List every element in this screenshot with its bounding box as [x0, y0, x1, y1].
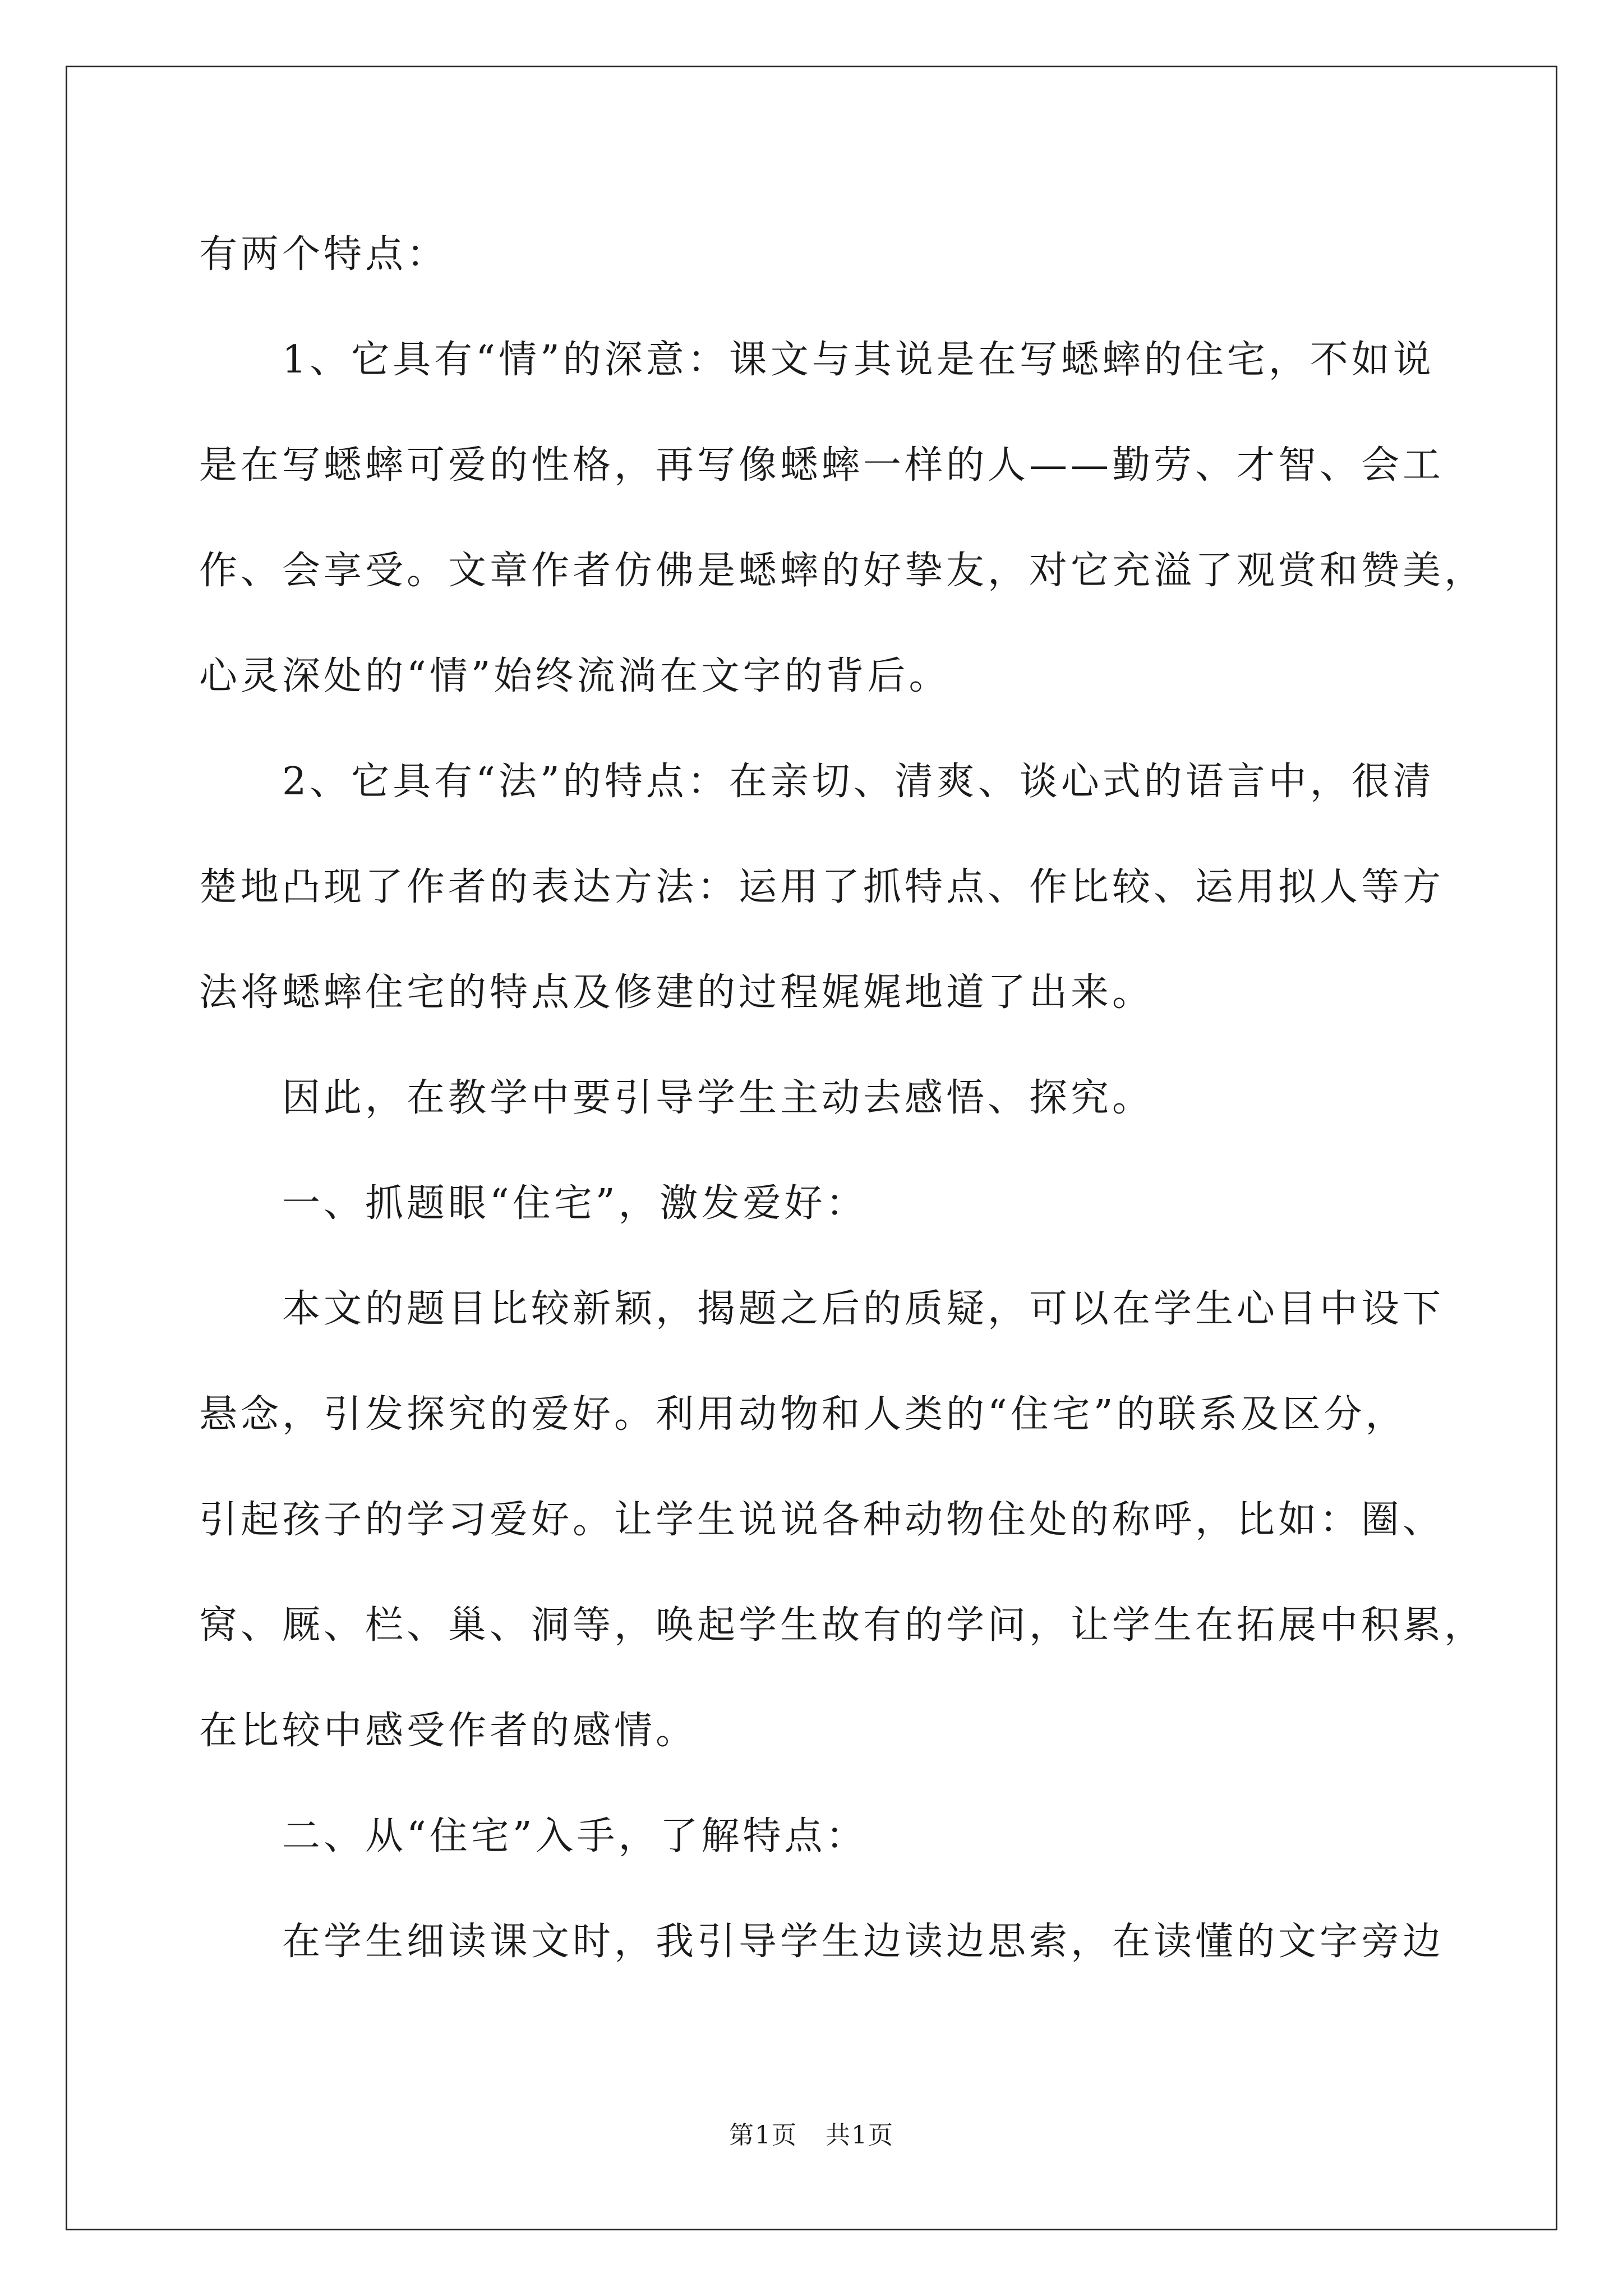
text-line: 心灵深处的“情”始终流淌在文字的背后。	[199, 654, 951, 698]
text-line: 一、抓题眼“住宅”，激发爱好：	[282, 1181, 868, 1226]
text-line: 本文的题目比较新颖，揭题之后的质疑，可以在学生心目中设下	[282, 1287, 1445, 1331]
text-line: 窝、厩、栏、巢、洞等，唤起学生故有的学问，让学生在拓展中积累，	[199, 1603, 1486, 1648]
text-line: 2、它具有“法”的特点：在亲切、清爽、谈心式的语言中，很清	[282, 760, 1435, 804]
text-line: 引起孩子的学习爱好。让学生说说各种动物住处的称呼，比如：圈、	[199, 1498, 1445, 1542]
text-line: 作、会享受。文章作者仿佛是蟋蟀的好挚友，对它充溢了观赏和赞美，	[199, 549, 1486, 593]
text-line: 有两个特点：	[199, 232, 449, 277]
text-line: 法将蟋蟀住宅的特点及修建的过程娓娓地道了出来。	[199, 970, 1154, 1015]
text-line: 在学生细读课文时，我引导学生边读边思索，在读懂的文字旁边	[282, 1920, 1445, 1964]
page-number: 第1页	[729, 2121, 797, 2150]
text-line: 是在写蟋蟀可爱的性格，再写像蟋蟀一样的人——勤劳、才智、会工	[199, 443, 1445, 487]
text-line: 楚地凸现了作者的表达方法：运用了抓特点、作比较、运用拟人等方	[199, 865, 1445, 909]
text-line: 因此，在教学中要引导学生主动去感悟、探究。	[282, 1076, 1154, 1120]
page-footer	[0, 2115, 1623, 2151]
text-line: 二、从“住宅”入手，了解特点：	[282, 1814, 868, 1858]
text-line: 1、它具有“情”的深意：课文与其说是在写蟋蟀的住宅，不如说	[282, 338, 1435, 382]
page-total: 共1页	[826, 2121, 894, 2150]
document-body	[199, 202, 1486, 1995]
text-line: 在比较中感受作者的感情。	[199, 1709, 698, 1753]
text-line: 悬念，引发探究的爱好。利用动物和人类的“住宅”的联系及区分，	[199, 1392, 1407, 1437]
